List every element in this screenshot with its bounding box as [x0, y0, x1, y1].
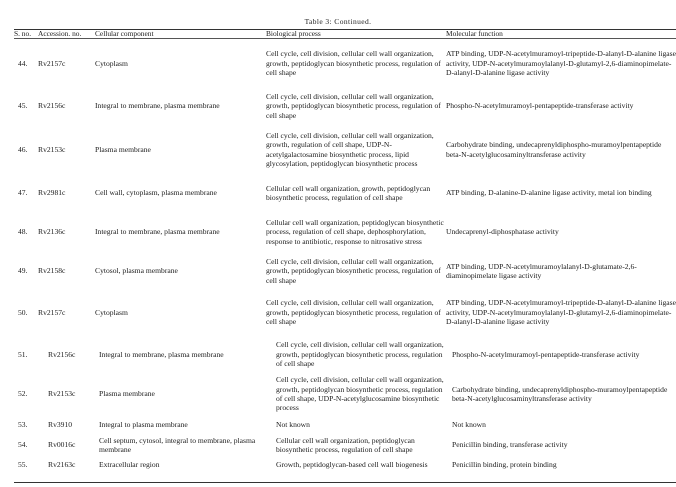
cell-sno: 44.	[18, 58, 28, 68]
cell-function: Phospho-N-acetylmuramoyl-pentapeptide-transferase activity	[446, 101, 634, 111]
cell-sno: 48.	[18, 227, 28, 237]
cell-function: ATP binding, D-alanine-D-alanine ligase activity, metal ion binding	[446, 188, 652, 198]
table-caption: Table 3: Continued.	[304, 17, 372, 26]
cell-component: Cell septum, cytosol, integral to membrane, plasma membrane	[99, 435, 256, 454]
cell-accession: Rv2157c	[38, 307, 66, 317]
cell-sno: 50.	[18, 307, 28, 317]
cell-component: Cytoplasm	[95, 58, 128, 68]
header-function: Molecular function	[446, 29, 503, 38]
cell-process: Cell cycle, cell division, cellular cell wall organization, growth, peptidoglycan biosynthetic process, regulation of cell shape	[266, 298, 441, 327]
table-row	[14, 254, 676, 288]
table-row	[14, 210, 676, 254]
cell-function: Carbohydrate binding, undecaprenyldiphospho-muramoylpentapeptide beta-N-acetylglucosaminyltransferase activity	[452, 384, 668, 403]
cell-accession: Rv2157c	[38, 58, 66, 68]
cell-process: Growth, peptidoglycan-based cell wall biogenesis	[276, 459, 428, 469]
cell-function: ATP binding, UDP-N-acetylmuramoyl-tripeptide-D-alanyl-D-alanine ligase activity, UDP-N-acetylmuramoylalanyl-D-glutamyl-2,6-diaminopimelate-D-alanyl-D-alanine ligase activity	[446, 298, 676, 327]
cell-function: Carbohydrate binding, undecaprenyldiphospho-muramoylpentapeptide beta-N-acetylglucosaminyltransferase activity	[446, 140, 662, 159]
cell-component: Integral to plasma membrane	[99, 419, 188, 429]
cell-component: Cytoplasm	[95, 307, 128, 317]
table-row	[14, 457, 676, 472]
cell-sno: 46.	[18, 144, 28, 154]
header-accession: Accession. no.	[38, 29, 82, 38]
cell-sno: 45.	[18, 101, 28, 111]
cell-function: Penicillin binding, protein binding	[452, 459, 557, 469]
cell-process: Not known	[276, 419, 310, 429]
cell-function: Not known	[452, 419, 486, 429]
cell-process: Cellular cell wall organization, growth, peptidoglycan biosynthetic process, regulation of cell shape	[266, 183, 431, 202]
cell-sno: 54.	[18, 440, 28, 450]
table-row	[14, 433, 676, 457]
cell-accession: Rv2156c	[38, 101, 66, 111]
cell-process: Cellular cell wall organization, peptidoglycan biosynthetic process, regulation of cell shape, dephosphorylation, response to antibiotic, response to nitrosative stress	[266, 217, 444, 246]
cell-accession: Rv2163c	[48, 459, 76, 469]
table-row	[14, 38, 676, 89]
cell-process: Cell cycle, cell division, cellular cell wall organization, growth, regulation of cell shape, UDP-N-acetylgalactosamine biosynthetic process, lipid glycosylation, peptidoglycan biosynthetic process	[266, 130, 434, 168]
cell-component: Integral to membrane, plasma membrane	[95, 227, 220, 237]
cell-component: Integral to membrane, plasma membrane	[95, 101, 220, 111]
cell-component: Cytosol, plasma membrane	[95, 266, 178, 276]
cell-component: Integral to membrane, plasma membrane	[99, 349, 224, 359]
cell-process: Cell cycle, cell division, cellular cell wall organization, growth, peptidoglycan biosynthetic process, regulation of cell shape	[276, 340, 444, 369]
cell-accession: Rv2156c	[48, 349, 76, 359]
cell-accession: Rv2153c	[38, 144, 66, 154]
cell-accession: Rv0016c	[48, 440, 76, 450]
table-bottom-rule	[14, 482, 676, 483]
header-sno: S. no.	[14, 29, 32, 38]
cell-process: Cell cycle, cell division, cellular cell wall organization, growth, peptidoglycan biosynthetic process, regulation of cell shape, UDP-N-acetylglucosamine biosynthetic process	[276, 375, 444, 413]
cell-sno: 55.	[18, 459, 28, 469]
cell-accession: Rv2136c	[38, 227, 66, 237]
table-row	[14, 89, 676, 123]
header-component: Cellular component	[95, 29, 154, 38]
cell-function: ATP binding, UDP-N-acetylmuramoyl-tripeptide-D-alanyl-D-alanine ligase activity, UDP-N-acetylmuramoylalanyl-D-glutamyl-2,6-diaminopimelate-D-alanyl-D-alanine ligase activity	[446, 49, 676, 78]
cell-accession: Rv3910	[48, 419, 73, 429]
cell-sno: 53.	[18, 419, 28, 429]
cell-sno: 51.	[18, 349, 28, 359]
table-row	[14, 372, 676, 416]
cell-process: Cell cycle, cell division, cellular cell wall organization, growth, peptidoglycan biosynthetic process, regulation of cell shape	[266, 49, 441, 78]
table-row	[14, 123, 676, 176]
cell-process: Cell cycle, cell division, cellular cell wall organization, growth, peptidoglycan biosynthetic process, regulation of cell shape	[266, 256, 441, 285]
cell-accession: Rv2153c	[48, 389, 76, 399]
cell-component: Plasma membrane	[99, 389, 155, 399]
cell-component: Cell wall, cytoplasm, plasma membrane	[95, 188, 217, 198]
cell-component: Plasma membrane	[95, 144, 151, 154]
table-row	[14, 176, 676, 210]
cell-accession: Rv2981c	[38, 188, 66, 198]
table-row	[14, 288, 676, 337]
cell-function: Phospho-N-acetylmuramoyl-pentapeptide-transferase activity	[452, 349, 640, 359]
header-row	[14, 29, 676, 38]
data-table	[14, 29, 676, 472]
cell-sno: 52.	[18, 389, 28, 399]
table-row	[14, 337, 676, 372]
cell-sno: 49.	[18, 266, 28, 276]
cell-function: Undecaprenyl-diphosphatase activity	[446, 227, 559, 237]
header-process: Biological process	[266, 29, 321, 38]
cell-function: ATP binding, UDP-N-acetylmuramoylalanyl-D-glutamate-2,6-diaminopimelate ligase activity	[446, 261, 637, 280]
cell-function: Penicillin binding, transferase activity	[452, 440, 568, 450]
cell-accession: Rv2158c	[38, 266, 66, 276]
cell-component: Extracellular region	[99, 459, 160, 469]
table-row	[14, 416, 676, 433]
cell-sno: 47.	[18, 188, 28, 198]
cell-process: Cell cycle, cell division, cellular cell wall organization, growth, peptidoglycan biosynthetic process, regulation of cell shape	[266, 91, 441, 120]
cell-process: Cellular cell wall organization, peptidoglycan biosynthetic process, regulation of cell shape	[276, 435, 415, 454]
